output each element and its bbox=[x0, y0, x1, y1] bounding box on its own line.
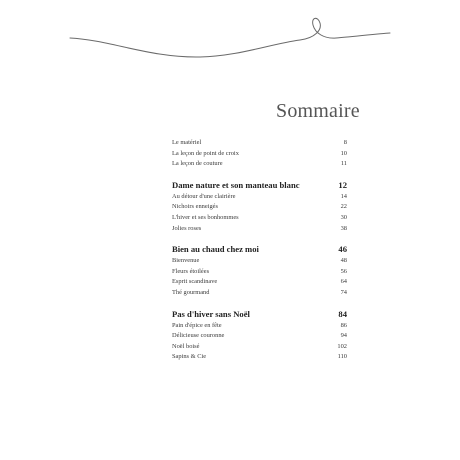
toc-entry-page-number: 56 bbox=[340, 267, 347, 275]
toc-section-heading[interactable] bbox=[172, 243, 347, 255]
toc-entry-page-number: 10 bbox=[340, 149, 347, 157]
toc-entry-label: L'hiver et ses bonhommes bbox=[172, 213, 239, 221]
toc-entry-label: Jolies roses bbox=[172, 224, 202, 232]
toc-entry-page-number: 94 bbox=[340, 332, 347, 340]
toc-entry-page-number: 8 bbox=[343, 139, 347, 146]
toc-heading-page-number: 12 bbox=[338, 179, 347, 190]
toc-entry-label: Nichoirs enneigés bbox=[172, 203, 218, 211]
toc-entry-page-number: 11 bbox=[340, 160, 347, 168]
toc-entry-label: Sapins & Cie bbox=[172, 353, 207, 361]
toc-entry[interactable] bbox=[172, 138, 347, 149]
toc-entry[interactable] bbox=[172, 267, 347, 278]
toc-section bbox=[172, 308, 347, 363]
toc-entry[interactable] bbox=[172, 213, 347, 224]
toc-entry-page-number: 102 bbox=[337, 342, 347, 350]
toc-entry[interactable] bbox=[172, 288, 347, 299]
toc-entry[interactable] bbox=[172, 149, 347, 160]
toc-section-heading[interactable] bbox=[172, 179, 347, 191]
toc-entry[interactable] bbox=[172, 224, 347, 235]
toc-entry-label: La leçon de couture bbox=[172, 160, 223, 168]
toc-entry-page-number: 30 bbox=[340, 213, 347, 221]
toc-entry-page-number: 74 bbox=[340, 288, 347, 296]
toc-heading-label: Dame nature et son manteau blanc bbox=[172, 179, 300, 190]
page-title: Sommaire bbox=[276, 100, 360, 122]
toc-entry-label: Le matériel bbox=[172, 139, 202, 146]
toc-entry[interactable] bbox=[172, 192, 347, 203]
toc-entry[interactable] bbox=[172, 277, 347, 288]
toc-entry[interactable] bbox=[172, 256, 347, 267]
toc-heading-label: Pas d'hiver sans Noël bbox=[172, 308, 250, 319]
toc-entry[interactable] bbox=[172, 352, 347, 363]
toc-section-heading[interactable] bbox=[172, 308, 347, 320]
toc-heading-page-number: 84 bbox=[338, 308, 347, 319]
toc-entry-label: Bienvenue bbox=[172, 257, 200, 265]
toc-heading-label: Bien au chaud chez moi bbox=[172, 244, 259, 255]
toc-entry[interactable] bbox=[172, 321, 347, 332]
toc-entry[interactable] bbox=[172, 202, 347, 213]
toc-entry[interactable] bbox=[172, 342, 347, 353]
toc-entry-page-number: 14 bbox=[340, 192, 347, 200]
table-of-contents bbox=[172, 138, 347, 372]
toc-entry-page-number: 110 bbox=[337, 353, 347, 361]
toc-section bbox=[172, 179, 347, 234]
toc-entry-label: Pain d'épice en fête bbox=[172, 321, 222, 329]
toc-entry-label: La leçon de point de croix bbox=[172, 149, 239, 157]
toc-entry-page-number: 38 bbox=[340, 224, 347, 232]
toc-entry-label: Thé gourmand bbox=[172, 288, 210, 296]
toc-entry-page-number: 86 bbox=[340, 321, 347, 329]
toc-entry-page-number: 48 bbox=[340, 257, 347, 265]
toc-entry-label: Fleurs étoilées bbox=[172, 267, 210, 275]
toc-entry[interactable] bbox=[172, 159, 347, 170]
toc-entry-label: Au détour d'une clairière bbox=[172, 192, 236, 200]
toc-entry-page-number: 64 bbox=[340, 278, 347, 286]
toc-heading-page-number: 46 bbox=[338, 244, 347, 255]
toc-entry-label: Noël boisé bbox=[172, 342, 200, 350]
toc-section bbox=[172, 243, 347, 298]
toc-entry-page-number: 22 bbox=[340, 203, 347, 211]
toc-section bbox=[172, 138, 347, 170]
decorative-swirl-line bbox=[0, 0, 460, 70]
toc-entry[interactable] bbox=[172, 331, 347, 342]
toc-entry-label: Délicieuse couronne bbox=[172, 332, 225, 340]
toc-entry-label: Esprit scandinave bbox=[172, 278, 218, 286]
